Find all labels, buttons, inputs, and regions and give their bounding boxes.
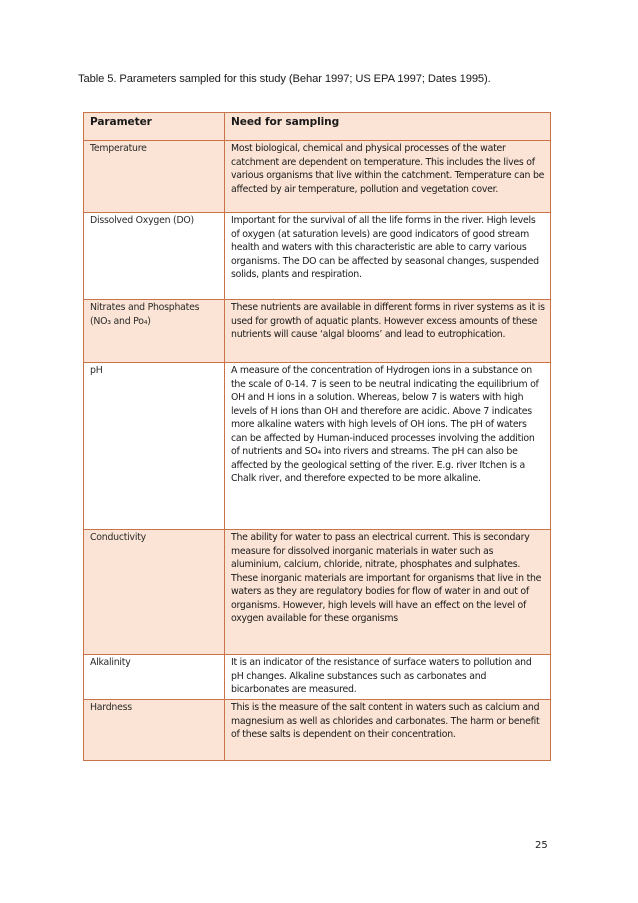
table-caption: Table 5. Parameters sampled for this study (Behar 1997; US EPA 1997; Dates 1995). [78, 73, 491, 85]
parameter-cell: Dissolved Oxygen (DO) [84, 213, 225, 300]
parameters-table [83, 112, 551, 761]
parameter-cell: Temperature [84, 141, 225, 213]
table-row [84, 213, 551, 300]
parameter-cell: Nitrates and Phosphates (NO₃ and Po₄) [84, 300, 225, 363]
table-row [84, 300, 551, 363]
need-cell: Most biological, chemical and physical processes of the water catchment are dependent on temperature. This includes the lives of various organisms that live within the catchment. Temperature can be affected by air temperature, pollution and vegetation cover. [225, 141, 551, 213]
table-row [84, 700, 551, 761]
table-row [84, 655, 551, 700]
header-need-for-sampling: Need for sampling [225, 113, 551, 141]
table-row [84, 530, 551, 655]
table-header-row [84, 113, 551, 141]
page-number: 25 [535, 840, 548, 851]
table-row [84, 141, 551, 213]
need-cell: The ability for water to pass an electrical current. This is secondary measure for dissolved inorganic materials in water such as aluminium, calcium, chloride, nitrate, phosphates and sulphates. These inorganic materials are important for organisms that live in the waters as they are regulatory bodies for flow of water in and out of organisms. However, high levels will have an effect on the level of oxygen available for these organisms [225, 530, 551, 655]
parameter-cell: pH [84, 363, 225, 530]
parameter-cell: Alkalinity [84, 655, 225, 700]
parameter-cell: Conductivity [84, 530, 225, 655]
parameter-cell: Hardness [84, 700, 225, 761]
need-cell: Important for the survival of all the life forms in the river. High levels of oxygen (at saturation levels) are good indicators of good stream health and waters with this characteristic are able to carry various organisms. The DO can be affected by seasonal changes, suspended solids, plants and respiration. [225, 213, 551, 300]
header-parameter: Parameter [84, 113, 225, 141]
need-cell: A measure of the concentration of Hydrogen ions in a substance on the scale of 0-14. 7 is seen to be neutral indicating the equilibrium of OH and H ions in a solution. Whereas, below 7 is waters with high levels of H ions than OH and therefore are acidic. Above 7 indicates more alkaline waters with high levels of OH ions. The pH of waters can be affected by Human-induced processes involving the addition of nutrients and SO₄ into rivers and streams. The pH can also be affected by the geological setting of the river. E.g. river Itchen is a Chalk river, and therefore expected to be more alkaline. [225, 363, 551, 530]
need-cell: These nutrients are available in different forms in river systems as it is used for growth of aquatic plants. However excess amounts of these nutrients will cause ‘algal blooms’ and lead to eutrophication. [225, 300, 551, 363]
need-cell: It is an indicator of the resistance of surface waters to pollution and pH changes. Alkaline substances such as carbonates and bicarbonates are measured. [225, 655, 551, 700]
table-row [84, 363, 551, 530]
need-cell: This is the measure of the salt content in waters such as calcium and magnesium as well as chlorides and carbonates. The harm or benefit of these salts is dependent on their concentration. [225, 700, 551, 761]
